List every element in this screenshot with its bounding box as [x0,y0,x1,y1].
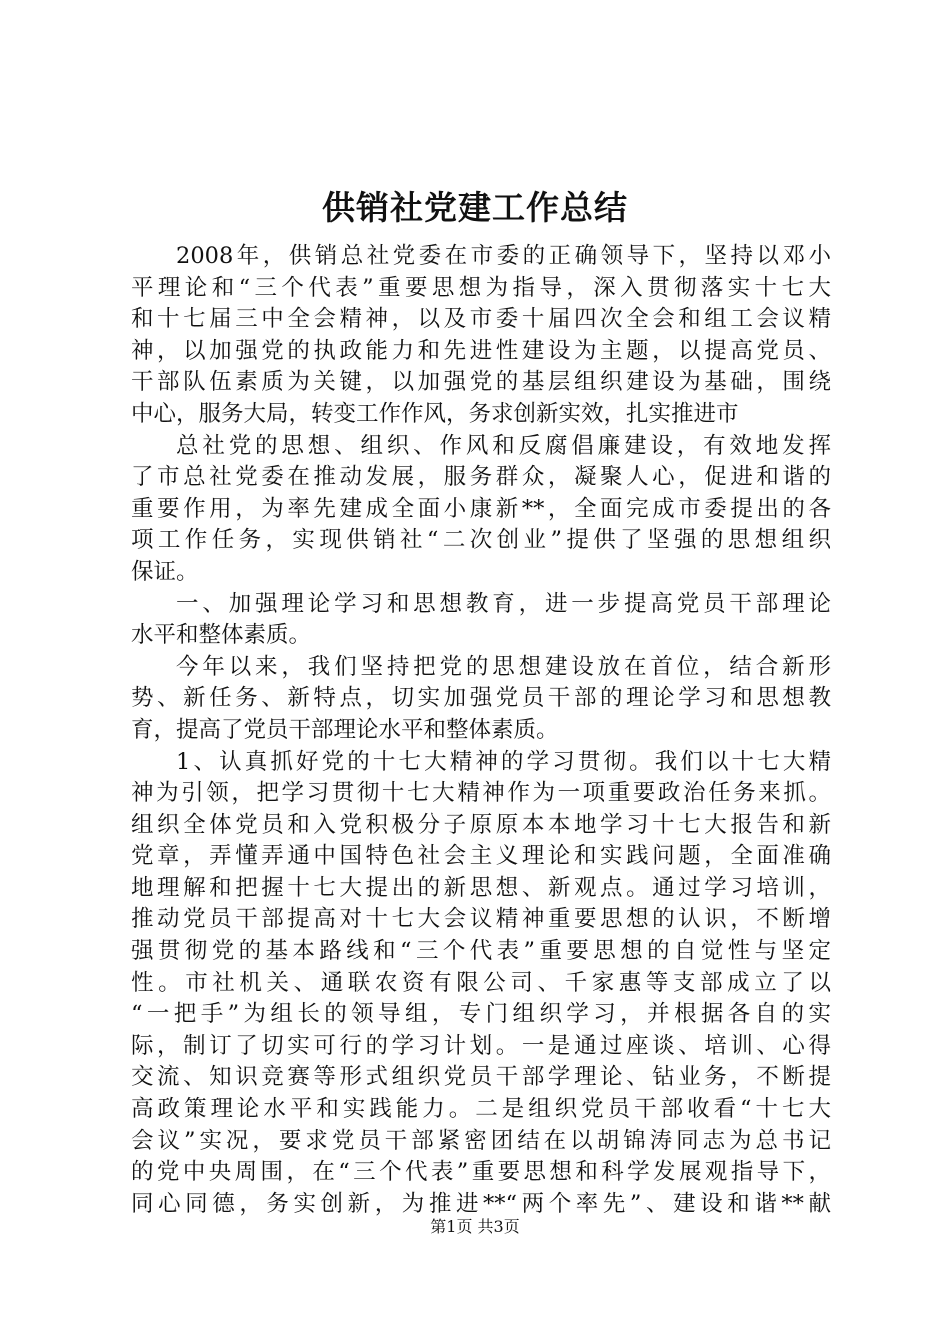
text-line: 神为引领，把学习贯彻十七大精神作为一项重要政治任务来抓。 [131,780,831,807]
document-body [131,241,831,1220]
text-line: 高政策理论水平和实践能力。二是组织党员干部收看“十七大 [131,1096,831,1123]
text-line: 强贯彻党的基本路线和“三个代表”重要思想的自觉性与坚定 [131,938,831,965]
text-line: 组织全体党员和入党积极分子原原本本地学习十七大报告和新 [131,811,831,838]
text-line: 同心同德，务实创新，为推进**“两个率先”、建设和谐**献 [131,1190,831,1217]
page-title: 供销社党建工作总结 [322,188,628,227]
text-line: 的党中央周围，在“三个代表”重要思想和科学发展观指导下， [131,1159,831,1186]
text-line: 重要作用，为率先建成全面小康新**，全面完成市委提出的各 [131,495,831,522]
text-line: 今年以来，我们坚持把党的思想建设放在首位，结合新形 [176,653,831,680]
text-line: 党章，弄懂弄通中国特色社会主义理论和实践问题，全面准确 [131,843,831,870]
text-line: 际，制订了切实可行的学习计划。一是通过座谈、培训、心得 [131,1032,831,1059]
text-line: 保证。 [131,558,199,585]
text-line: 了市总社党委在推动发展，服务群众，凝聚人心，促进和谐的 [131,464,831,491]
text-line: 和十七届三中全会精神，以及市委十届四次全会和组工会议精 [131,306,831,333]
text-line: 1、认真抓好党的十七大精神的学习贯彻。我们以十七大精 [176,748,831,775]
text-line: 性。市社机关、通联农资有限公司、千家惠等支部成立了以 [131,969,831,996]
page-footer: 第1页 共3页 [430,1217,520,1236]
text-line: “一把手”为组长的领导组，专门组织学习，并根据各自的实 [131,1001,831,1028]
text-line: 总社党的思想、组织、作风和反腐倡廉建设，有效地发挥 [176,432,831,459]
text-line: 会议”实况，要求党员干部紧密团结在以胡锦涛同志为总书记 [131,1127,831,1154]
text-line: 一、加强理论学习和思想教育，进一步提高党员干部理论 [176,590,831,617]
text-line: 干部队伍素质为关键，以加强党的基层组织建设为基础，围绕 [131,369,831,396]
text-line: 平理论和“三个代表”重要思想为指导，深入贯彻落实十七大 [131,274,831,301]
text-line: 2008年，供销总社党委在市委的正确领导下，坚持以邓小 [176,243,831,269]
text-line: 推动党员干部提高对十七大会议精神重要思想的认识，不断增 [131,906,831,933]
text-line: 项工作任务，实现供销社“二次创业”提供了坚强的思想组织 [131,527,831,554]
text-line: 水平和整体素质。 [131,622,312,649]
text-line: 交流、知识竞赛等形式组织党员干部学理论、钻业务，不断提 [131,1064,831,1091]
text-line: 势、新任务、新特点，切实加强党员干部的理论学习和思想教 [131,685,831,712]
text-line: 地理解和把握十七大提出的新思想、新观点。通过学习培训， [131,874,831,901]
text-line: 神，以加强党的执政能力和先进性建设为主题，以提高党员、 [131,337,831,364]
text-line: 育，提高了党员干部理论水平和整体素质。 [131,716,559,743]
text-line: 中心，服务大局，转变工作作风，务求创新实效，扎实推进市 [131,400,739,427]
